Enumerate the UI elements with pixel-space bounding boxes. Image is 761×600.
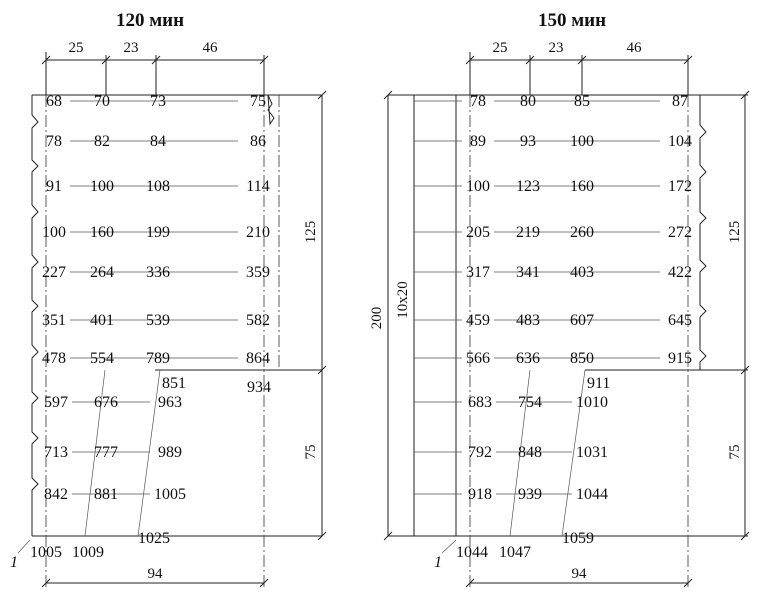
temperature-value: 205 bbox=[466, 224, 490, 241]
temperature-grid-120 bbox=[42, 93, 270, 503]
temperature-value: 403 bbox=[570, 264, 594, 281]
temperature-value: 100 bbox=[90, 178, 114, 195]
temperature-value: 80 bbox=[520, 93, 536, 110]
temperature-value: 566 bbox=[466, 350, 490, 367]
marker-1: 1 bbox=[10, 554, 18, 571]
temperature-value: 918 bbox=[468, 486, 492, 503]
right-dim-125: 125 bbox=[303, 220, 319, 244]
temperature-value: 359 bbox=[246, 264, 270, 281]
temperature-value: 483 bbox=[516, 312, 540, 329]
top-dim-3: 46 bbox=[626, 40, 642, 56]
top-dim-2: 23 bbox=[123, 40, 139, 56]
thermocouple-ticks bbox=[414, 101, 462, 494]
temperature-value: 597 bbox=[44, 394, 68, 411]
temperature-value: 554 bbox=[90, 350, 114, 367]
section-left-edge bbox=[32, 95, 38, 536]
bottom-dim: 94 bbox=[147, 566, 163, 582]
temperature-value: 789 bbox=[146, 350, 170, 367]
temperature-value: 351 bbox=[42, 312, 66, 329]
temperature-value: 100 bbox=[570, 133, 594, 150]
temperature-value: 104 bbox=[668, 133, 692, 150]
temperature-value: 1005 bbox=[154, 486, 186, 503]
panel-title: 150 мин bbox=[537, 10, 607, 31]
top-dim-3: 46 bbox=[202, 40, 218, 56]
temperature-value: 422 bbox=[668, 264, 692, 281]
label-911: 911 bbox=[587, 375, 611, 392]
temperature-value: 260 bbox=[570, 224, 594, 241]
temperature-value: 91 bbox=[46, 178, 62, 195]
marker-1: 1 bbox=[434, 554, 442, 571]
temperature-value: 82 bbox=[94, 133, 110, 150]
temperature-value: 989 bbox=[158, 444, 182, 461]
temperature-value: 842 bbox=[44, 486, 68, 503]
temperature-value: 264 bbox=[90, 264, 114, 281]
temperature-value: 1044 bbox=[576, 486, 608, 503]
temperature-value: 75 bbox=[250, 93, 266, 110]
temperature-value: 336 bbox=[146, 264, 170, 281]
panel-title: 120 мин bbox=[115, 10, 185, 31]
temperature-value: 683 bbox=[468, 394, 492, 411]
temperature-value: 93 bbox=[520, 133, 536, 150]
temperature-value: 401 bbox=[90, 312, 114, 329]
temperature-value: 114 bbox=[246, 178, 270, 195]
temperature-value: 219 bbox=[516, 224, 540, 241]
temperature-value: 676 bbox=[94, 394, 118, 411]
temperature-value: 317 bbox=[466, 264, 490, 281]
temperature-value: 864 bbox=[246, 350, 270, 367]
label-1025: 1025 bbox=[138, 530, 170, 547]
temperature-value: 272 bbox=[668, 224, 692, 241]
temperature-value: 915 bbox=[668, 350, 692, 367]
right-dim-75: 75 bbox=[727, 444, 743, 460]
temperature-value: 78 bbox=[46, 133, 62, 150]
bottom-label-1: 1044 bbox=[456, 544, 488, 561]
temperature-value: 86 bbox=[250, 133, 266, 150]
top-dim-2: 23 bbox=[548, 40, 564, 56]
temperature-value: 754 bbox=[518, 394, 542, 411]
panel-120 bbox=[32, 10, 322, 590]
temperature-value: 341 bbox=[516, 264, 540, 281]
temperature-value: 73 bbox=[150, 93, 166, 110]
temperature-value: 792 bbox=[468, 444, 492, 461]
temperature-value: 85 bbox=[574, 93, 590, 110]
bottom-label-2: 1009 bbox=[72, 544, 104, 561]
temperature-value: 539 bbox=[146, 312, 170, 329]
temperature-value: 78 bbox=[470, 93, 486, 110]
temperature-value: 160 bbox=[570, 178, 594, 195]
temperature-value: 777 bbox=[94, 444, 118, 461]
temperature-value: 939 bbox=[518, 486, 542, 503]
bottom-label-2: 1047 bbox=[499, 544, 531, 561]
right-dim-125: 125 bbox=[727, 220, 743, 244]
label-851: 851 bbox=[162, 375, 186, 392]
temperature-value: 100 bbox=[466, 178, 490, 195]
section-right-edge bbox=[700, 95, 706, 370]
temperature-value: 582 bbox=[246, 312, 270, 329]
temperature-value: 636 bbox=[516, 350, 540, 367]
temperature-value: 108 bbox=[146, 178, 170, 195]
temperature-value: 210 bbox=[246, 224, 270, 241]
panel-150 bbox=[456, 10, 748, 590]
temperature-value: 478 bbox=[42, 350, 66, 367]
temperature-value: 713 bbox=[44, 444, 68, 461]
temperature-value: 199 bbox=[146, 224, 170, 241]
temperature-value: 848 bbox=[518, 444, 542, 461]
bottom-dim: 94 bbox=[571, 566, 587, 582]
top-dim-1: 25 bbox=[492, 40, 508, 56]
temperature-value: 645 bbox=[668, 312, 692, 329]
top-dim-1: 25 bbox=[68, 40, 84, 56]
temperature-value: 70 bbox=[94, 93, 110, 110]
temperature-value: 881 bbox=[94, 486, 118, 503]
bottom-label-1: 1005 bbox=[30, 544, 62, 561]
label-934: 934 bbox=[247, 379, 271, 396]
temperature-value: 1010 bbox=[576, 394, 608, 411]
temperature-value: 850 bbox=[570, 350, 594, 367]
temperature-value: 87 bbox=[672, 93, 688, 110]
temperature-value: 172 bbox=[668, 178, 692, 195]
temperature-value: 160 bbox=[90, 224, 114, 241]
temperature-value: 607 bbox=[570, 312, 594, 329]
temperature-value: 227 bbox=[42, 264, 66, 281]
temperature-value: 123 bbox=[516, 178, 540, 195]
center-dim-200: 200 bbox=[369, 306, 385, 330]
temperature-value: 1031 bbox=[576, 444, 608, 461]
temperature-value: 963 bbox=[158, 394, 182, 411]
temperature-value: 89 bbox=[470, 133, 486, 150]
temperature-grid-150 bbox=[466, 93, 692, 503]
temperature-value: 100 bbox=[42, 224, 66, 241]
label-1059: 1059 bbox=[562, 530, 594, 547]
temperature-value: 68 bbox=[46, 93, 62, 110]
center-dim-10x20: 10x20 bbox=[395, 281, 411, 319]
temperature-value: 459 bbox=[466, 312, 490, 329]
right-dim-75: 75 bbox=[303, 444, 319, 460]
temperature-value: 84 bbox=[150, 133, 166, 150]
